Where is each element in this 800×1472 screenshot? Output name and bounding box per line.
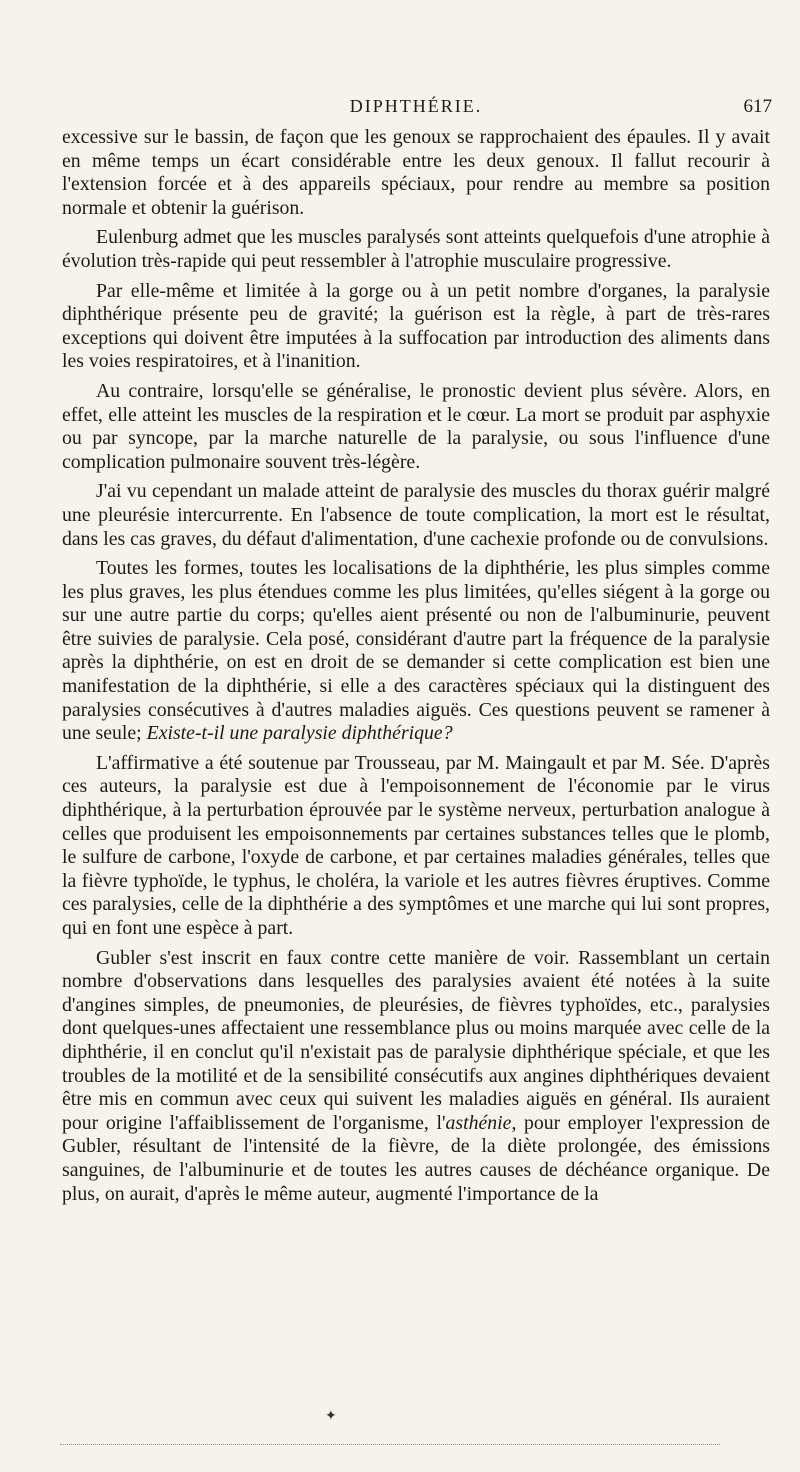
asthenie-term: asthénie: [445, 1111, 512, 1134]
paragraph-4: Au contraire, lorsqu'elle se généralise, le pronostic devient plus sévère. Alors, en effet, elle atteint les muscles de la respiration et le cœur. La mort se produit par asphyxie ou par syncope, par la marche naturelle de la paralysie, ou sous l'influence d'une complication pulmonaire souvent très-légère.: [62, 379, 770, 473]
paragraph-6: [62, 557, 770, 746]
paragraph-7: L'affirmative a été soutenue par Trousseau, par M. Maingault et par M. Sée. D'après ces auteurs, la paralysie est due à l'empoisonnement de l'économie par le virus diphthérique, à la perturbation éprouvée par le système nerveux, perturbation analogue à celles que produisent les empoisonnements par certaines substances telles que le plomb, le sulfure de carbone, l'oxyde de carbone, et par certaines maladies générales, telles que la fièvre typhoïde, le typhus, le choléra, la variole et les autres fièvres éruptives. Comme ces paralysies, celle de la diphthérie a des symptômes et une marche qui lui sont propres, qui en font une espèce à part.: [62, 751, 770, 939]
footer-ornament: ✦: [325, 1408, 337, 1424]
page-header: [60, 96, 772, 126]
paragraph-8: [62, 947, 770, 1207]
paragraph-5: J'ai vu cependant un malade atteint de paralysie des muscles du thorax guérir malgré une pleurésie intercurrente. En l'absence de toute complication, la mort est le résultat, dans les cas graves, du défaut d'alimentation, d'une cachexie profonde ou de convulsions.: [62, 480, 770, 550]
footer-rule: [60, 1444, 720, 1445]
paragraph-2: Eulenburg admet que les muscles paralysés sont atteints quelquefois d'une atrophie à évolution très-rapide qui peut ressembler à l'atrophie musculaire progressive.: [62, 226, 770, 272]
paragraph-6-text: Toutes les formes, toutes les localisations de la diphthérie, les plus simples comme les plus graves, les plus étendues comme les plus limitées, qu'elles siégent à la gorge ou sur une autre partie du corps; qu'elles aient présenté ou non de l'albuminurie, peuvent être suivies de paralysie. Cela posé, considérant d'autre part la fréquence de la paralysie après la diphthérie, on est en droit de se demander si cette complication est bien une manifestation de la diphthérie, si elle a des caractères spéciaux qui la distinguent des paralysies consécutives à d'autres maladies aiguës. Ces questions peuvent se ramener à une seule;: [62, 557, 770, 745]
paragraph-1: excessive sur le bassin, de façon que les genoux se rapprochaient des épaules. Il y avait en même temps un écart considérable entre les deux genoux. Il fallut recourir à l'extension forcée et à des appareils spéciaux, pour rendre au membre sa position normale et obtenir la guérison.: [62, 126, 770, 219]
question-heading: Existe-t-il une paralysie diphthérique?: [146, 722, 453, 745]
page-number: 617: [743, 96, 772, 117]
paragraph-8-text: Gubler s'est inscrit en faux contre cette manière de voir. Rassemblant un certain nombre d'observations dans lesquelles des paralysies avaient été notées à la suite d'angines simples, de pneumonies, de pleurésies, de fièvres typhoïdes, etc., paralysies dont quelques-unes affectaient une ressemblance plus ou moins marquée avec celle de la diphthérie, il en conclut qu'il n'existait pas de paralysie diphthérique spéciale, et que les troubles de la motilité et de la sensibilité consécutifs aux angines diphthériques devaient être mis en commun avec ceux qui suivent les maladies aiguës en général. Ils auraient pour origine l'affaiblissement de l'organisme, l': [62, 946, 770, 1134]
paragraph-3: Par elle-même et limitée à la gorge ou à un petit nombre d'organes, la paralysie diphthérique présente peu de gravité; la guérison est la règle, à part de très-rares exceptions qui doivent être imputées à la suffocation par introduction des aliments dans les voies respiratoires, et à l'inanition.: [62, 279, 770, 373]
paragraph-8-end: , pour employer l'expression de Gubler, résultant de l'intensité de la fièvre, de la diète prolongée, des émissions sanguines, de l'albuminurie et de toutes les autres causes de déchéance organique. De plus, on aurait, d'après le même auteur, augmenté l'importance de la: [62, 1111, 770, 1205]
running-head: DIPHTHÉRIE.: [349, 96, 483, 116]
body-text: [62, 126, 770, 1212]
